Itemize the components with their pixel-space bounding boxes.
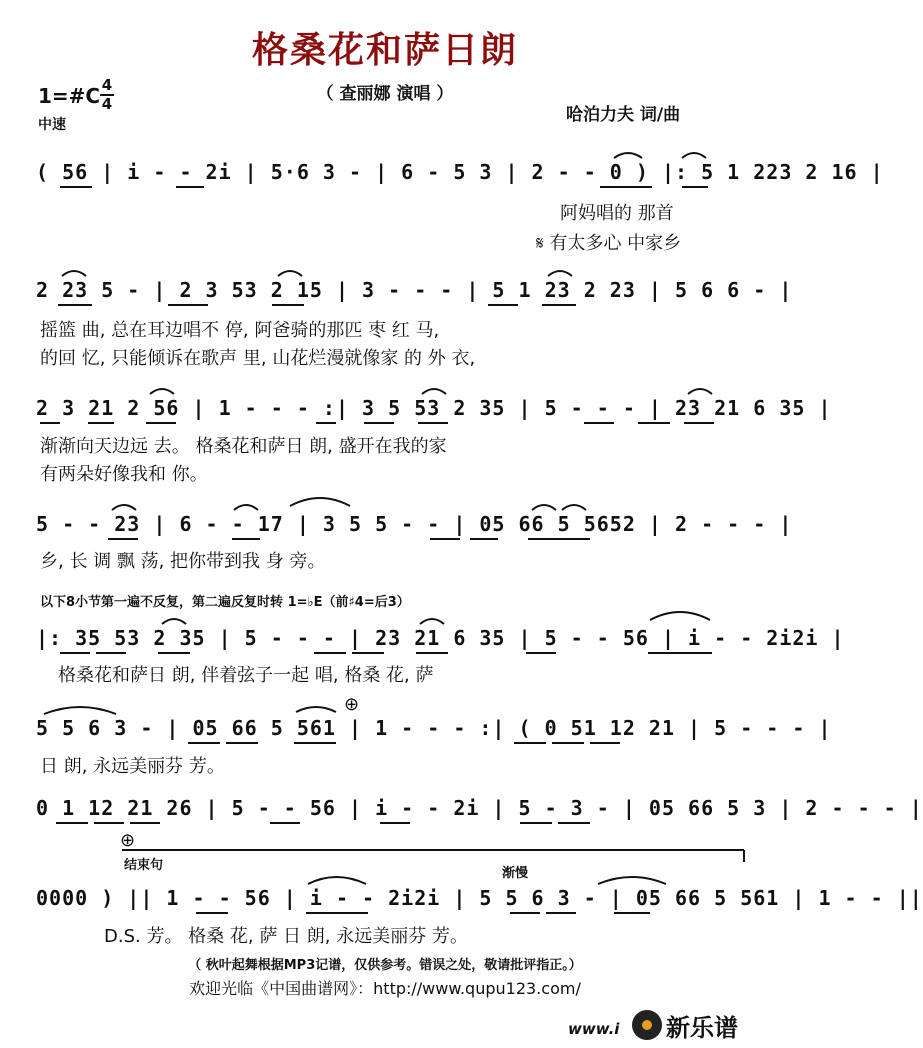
music-line-3: 2 3 21 2 56 | 1 - - - :| 3 5 53 2 35 | 5 - - - | 23 21 6 35 | (36, 396, 832, 420)
lyric-line-2b: 的回 忆, 只能倾诉在歌声 里, 山花烂漫就像家 的 外 衣, (40, 348, 476, 369)
music-line-8: 0000 ) || 1 - - 56 | i - - 2i2i | 5 5 6 3 - | 05 66 5 561 | 1 - - || (36, 886, 923, 910)
coda-icon: ⊕ (344, 694, 360, 715)
ending-label: 结束句 (124, 858, 164, 873)
singer-credit: （ 查丽娜 演唱 ） (316, 84, 454, 104)
watermark-url: www.i (568, 1020, 620, 1038)
music-line-5: |: 35 53 2 35 | 5 - - - | 23 21 6 35 | 5 - - 56 | i - - 2i2i | (36, 626, 845, 650)
repeat-note: 以下8小节第一遍不反复，第二遍反复时转 1=♭E（前♯4=后3） (40, 595, 410, 610)
lyric-line-4: 乡, 长 调 飘 荡, 把你带到我 身 旁。 (40, 551, 326, 572)
song-title: 格桑花和萨日朗 (251, 30, 518, 71)
lyric-line-1a: 阿妈唱的 那首 (560, 203, 674, 224)
composer-credit: 哈泊力夫 词/曲 (566, 105, 681, 125)
transcriber-note: （ 秋叶起舞根据MP3记谱，仅供参考。错误之处，敬请批评指正。） (188, 958, 582, 973)
lyric-line-8: D.S. 芳。 格桑 花, 萨 日 朗, 永远美丽芬 芳。 (104, 926, 468, 947)
music-line-7: 0 1 12 21 26 | 5 - - 56 | i - - 2i | 5 - 3 - | 05 66 5 3 | 2 - - - | (36, 796, 923, 820)
music-line-4: 5 - - 23 | 6 - - 17 | 3 5 5 - - | 05 66 5 5652 | 2 - - - | (36, 512, 793, 536)
music-line-6: 5 5 6 3 - | 05 66 5 561 | 1 - - - :| ( 0 51 12 21 | 5 - - - | (36, 716, 832, 740)
time-signature-bottom: 4 (101, 95, 113, 113)
music-line-1: ( 56 | i - - 2i | 5·6 3 - | 6 - 5 3 | 2 - - 0 ) |: 5 1 223 2 16 | (36, 160, 884, 184)
lyric-line-1b: 𝄋 有太多心 中家乡 (536, 233, 682, 254)
tempo-marking: 中速 (38, 117, 66, 133)
watermark-brand: 新乐谱 (666, 1014, 738, 1042)
key-signature: 1=#C (38, 84, 101, 108)
site-credit: 欢迎光临《中国曲谱网》：http://www.qupu123.com/ (189, 979, 581, 998)
lyric-line-5: 格桑花和萨日 朗, 伴着弦子一起 唱, 格桑 花, 萨 (58, 665, 434, 686)
time-signature-top: 4 (101, 76, 113, 94)
coda-icon: ⊕ (120, 830, 136, 851)
music-line-2: 2 23 5 - | 2 3 53 2 15 | 3 - - - | 5 1 23 2 23 | 5 6 6 - | (36, 278, 793, 302)
lyric-line-3a: 渐渐向天边远 去。 格桑花和萨日 朗, 盛开在我的家 (40, 436, 447, 457)
slow-label: 渐慢 (502, 866, 529, 881)
lyric-line-3b: 有两朵好像我和 你。 (40, 464, 208, 485)
lyric-line-2a: 摇篮 曲, 总在耳边唱不 停, 阿爸骑的那匹 枣 红 马, (40, 320, 440, 341)
lyric-line-6: 日 朗, 永远美丽芬 芳。 (40, 756, 225, 777)
